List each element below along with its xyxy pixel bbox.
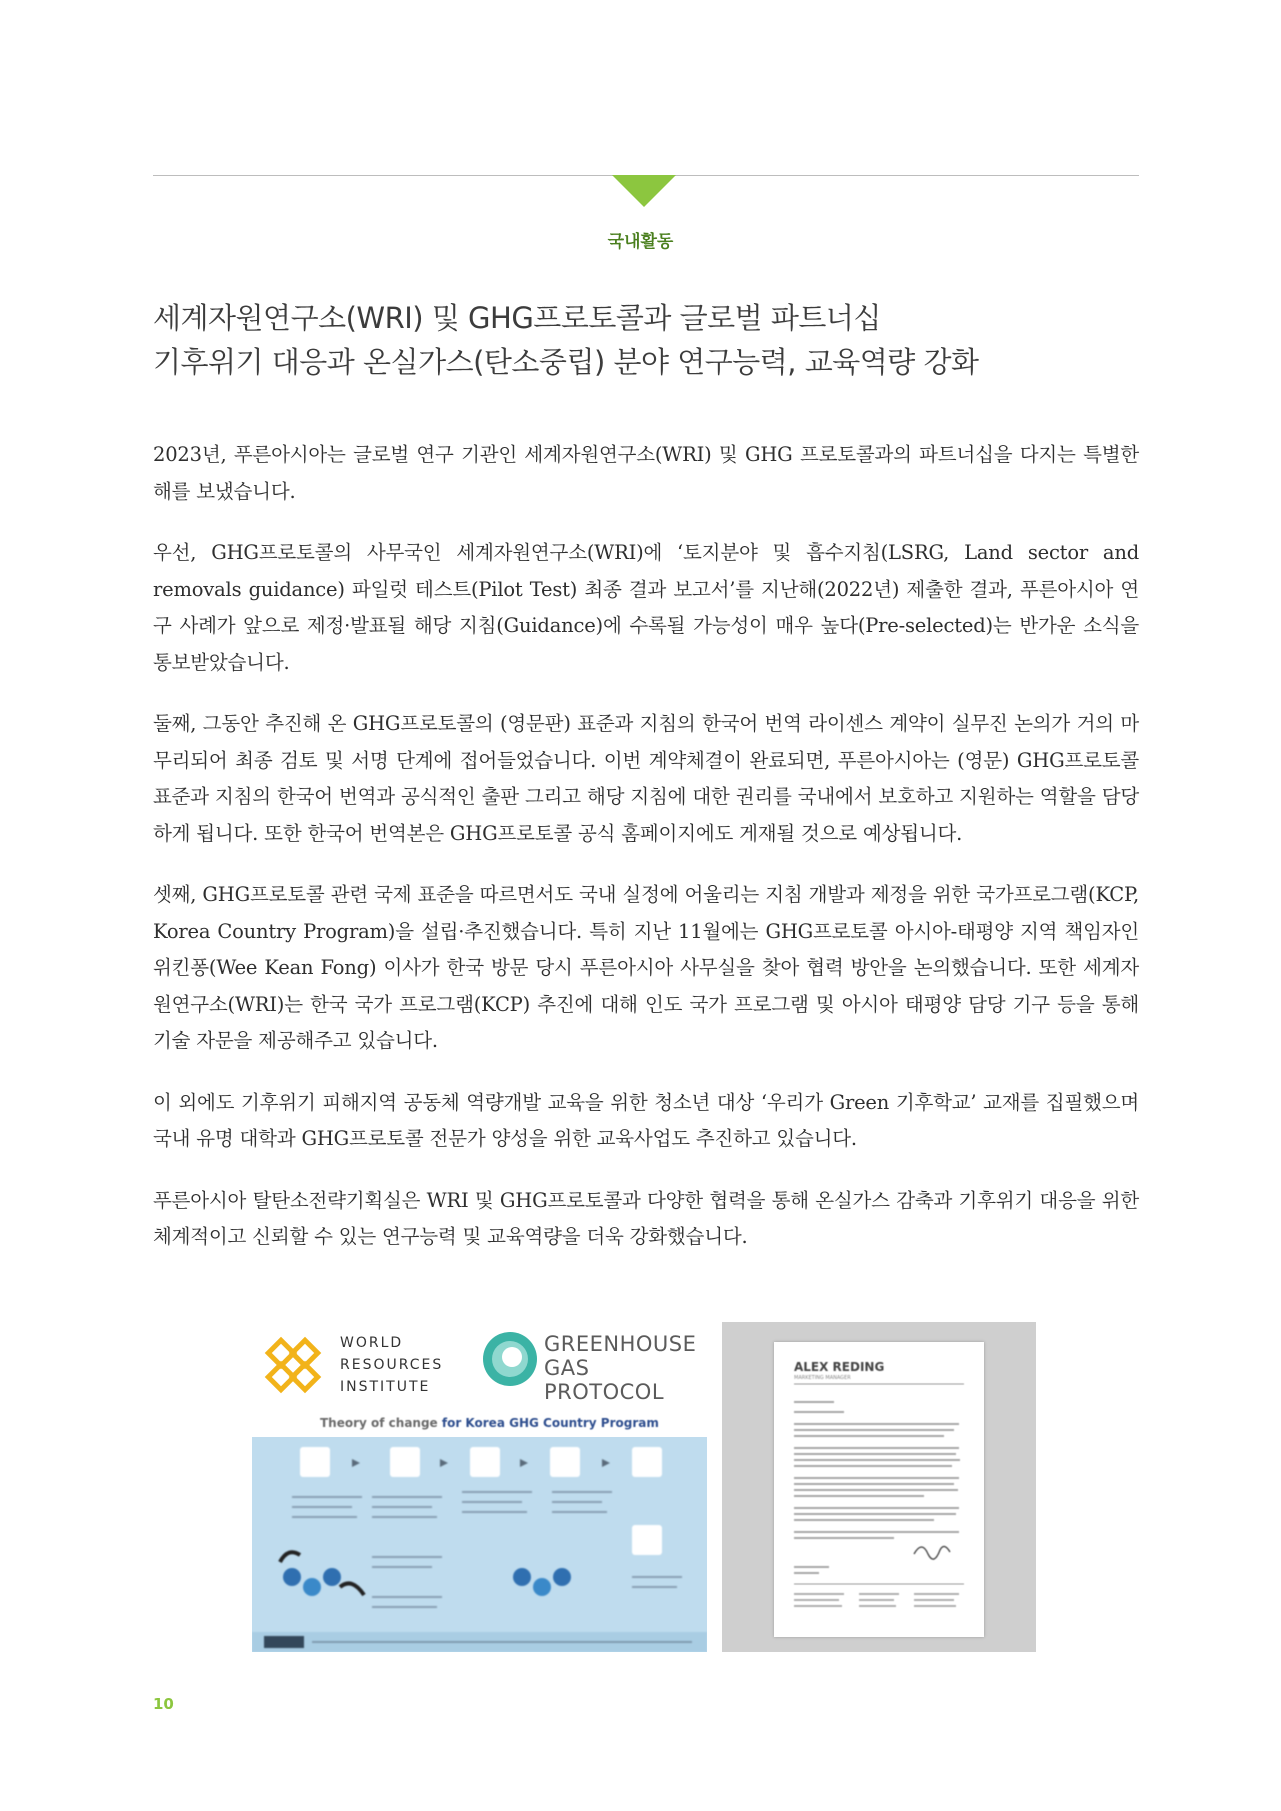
ghg-protocol-logo-icon: [481, 1330, 539, 1388]
ghg-line-1: GREENHOUSE: [544, 1332, 697, 1356]
green-triangle-marker: [612, 175, 676, 207]
paragraph-4: 셋째, GHG프로토콜 관련 국제 표준을 따르면서도 국내 실정에 어울리는 지침 개발과 제정을 위한 국가프로그램(KCP, Korea Country Program)을 설립·추진했습니다. 특히 지난 11월에는 GHG프로토콜 아시아-태평양 지역 책임자인 위킨퐁(Wee Kean Fong) 이사가 한국 방문 당시 푸른아시아 사무실을 찾아 협력 방안을 논의했습니다. 또한 세계자원연구소(WRI)는 한국 국가 프로그램(KCP) 추진에 대해 인도 국가 프로그램 및 아시아 태평양 담당 기구 등을 통해 기술 자문을 제공해주고 있습니다.: [153, 883, 1139, 1052]
paragraph-3: 둘째, 그동안 추진해 온 GHG프로토콜의 (영문판) 표준과 지침의 한국어 번역 라이센스 계약이 실무진 논의가 거의 마무리되어 최종 검토 및 서명 단계에 접어들었습니다. 이번 계약체결이 완료되면, 푸른아시아는 (영문) GHG프로토콜 표준과 지침의 한국어 번역과 공식적인 출판 그리고 해당 지침에 대한 권리를 국내에서 보호하고 지원하는 역할을 담당하게 됩니다. 또한 한국어 번역본은 GHG프로토콜 공식 홈페이지에도 게재될 것으로 예상됩니다.: [153, 712, 1139, 845]
letter-document: [774, 1342, 984, 1637]
section-label: 국내활동: [607, 232, 674, 252]
headline-line-1: 세계자원연구소(WRI) 및 GHG프로토콜과 글로벌 파트너십: [153, 301, 881, 335]
figure-wri-ghg-program: [252, 1322, 707, 1652]
letter-sender-title: MARKETING MANAGER: [794, 1375, 851, 1381]
paragraph-5: 이 외에도 기후위기 피해지역 공동체 역량개발 교육을 위한 청소년 대상 ‘우리가 Green 기후학교’ 교재를 집필했으며 국내 유명 대학과 GHG프로토콜 전문가 양성을 위한 교육사업도 추진하고 있습니다.: [153, 1090, 1139, 1150]
theory-of-change-title: [320, 1416, 659, 1430]
paragraph-1: 2023년, 푸른아시아는 글로벌 연구 기관인 세계자원연구소(WRI) 및 GHG 프로토콜과의 파트너십을 다지는 특별한 해를 보냈습니다.: [153, 443, 1139, 503]
wri-wordmark: [340, 1332, 443, 1398]
wri-line-1: WORLD: [340, 1335, 404, 1351]
wri-logo-icon: [262, 1334, 324, 1396]
ghg-wordmark: [544, 1332, 707, 1404]
paragraph-6: 푸른아시아 탈탄소전략기획실은 WRI 및 GHG프로토콜과 다양한 협력을 통해 온실가스 감축과 기후위기 대응을 위한 체계적이고 신뢰할 수 있는 연구능력 및 교육역량을 더욱 강화했습니다.: [153, 1188, 1139, 1248]
page-number: 10: [153, 1695, 174, 1713]
toc-title-bold: for Korea GHG Country Program: [441, 1416, 659, 1430]
wri-line-3: INSTITUTE: [340, 1379, 431, 1395]
theory-of-change-diagram: [252, 1437, 707, 1652]
article-body: [153, 437, 1139, 1281]
letter-sender-name: ALEX REDING: [794, 1360, 885, 1374]
headline: [153, 296, 1153, 384]
headline-line-2: 기후위기 대응과 온실가스(탄소중립) 분야 연구능력, 교육역량 강화: [153, 345, 979, 379]
ghg-line-2: GAS PROTOCOL: [544, 1356, 665, 1404]
toc-title-prefix: Theory of change: [320, 1416, 442, 1430]
wri-line-2: RESOURCES: [340, 1357, 444, 1373]
figure-letter: [722, 1322, 1036, 1652]
paragraph-2: 우선, GHG프로토콜의 사무국인 세계자원연구소(WRI)에 ‘토지분야 및 흡수지침(LSRG, Land sector and removals guidance) 파일럿 테스트(Pilot Test) 최종 결과 보고서’를 지난해(2022년) 제출한 결과, 푸른아시아 연구 사례가 앞으로 제정·발표될 해당 지침(Guidance)에 수록될 가능성이 매우 높다(Pre-selected)는 반가운 소식을 통보받았습니다.: [153, 541, 1139, 674]
